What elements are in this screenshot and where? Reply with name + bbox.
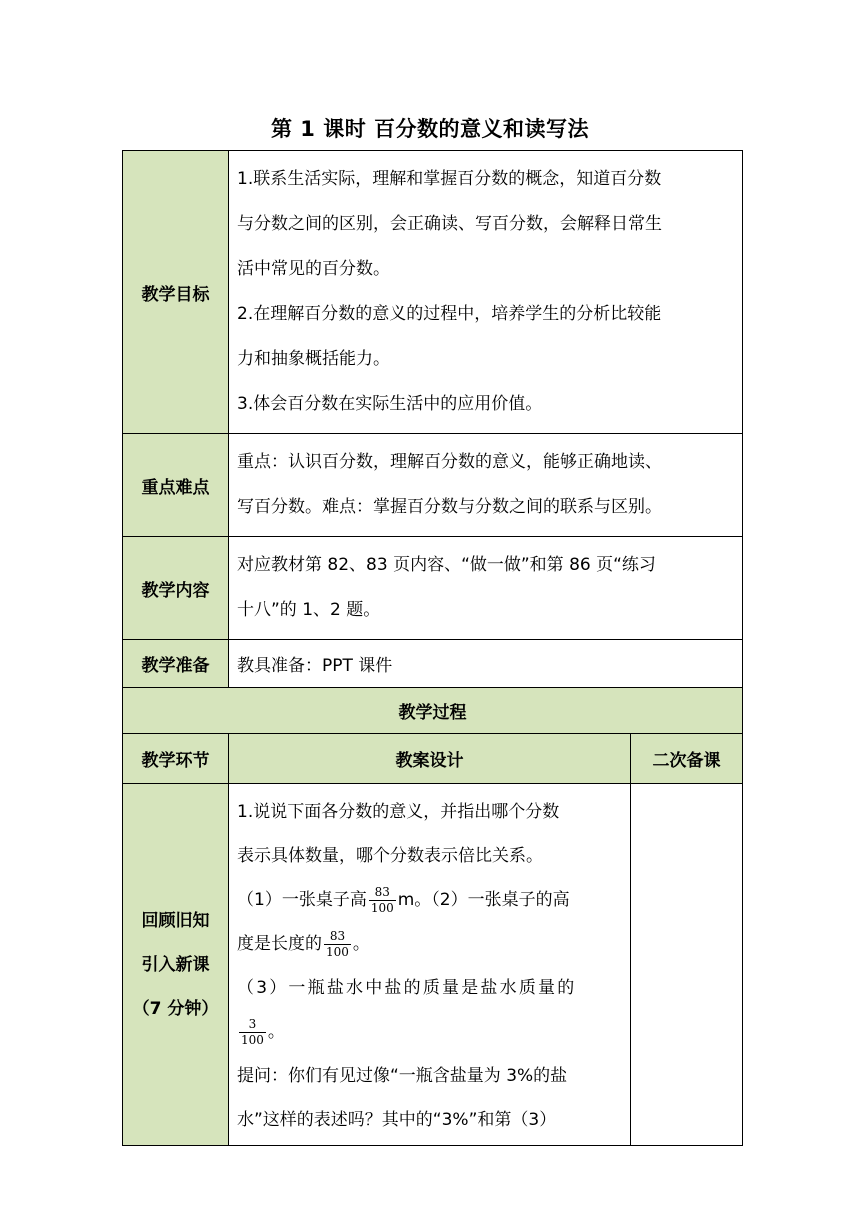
content-label: 教学内容	[123, 537, 229, 640]
q1-prefix: （1）一张桌子高	[237, 890, 367, 910]
q3-suffix: 。	[267, 1022, 285, 1042]
goals-line: 活中常见的百分数。	[237, 259, 390, 279]
q1-suffix: m。（2）一张桌子的高	[397, 890, 570, 910]
process-header-row	[123, 688, 743, 734]
lesson-plan-table	[122, 150, 743, 1146]
goals-line: 3.体会百分数在实际生活中的应用价值。	[237, 394, 543, 414]
key-points-row	[123, 434, 743, 537]
goals-line: 力和抽象概括能力。	[237, 349, 390, 369]
key-points-line: 写百分数。难点：掌握百分数与分数之间的联系与区别。	[237, 497, 662, 517]
stage-column-header: 教学环节	[123, 734, 229, 784]
stage1-q2-line	[237, 922, 624, 966]
stage1-design	[229, 784, 631, 1146]
page-title: 第 1 课时 百分数的意义和读写法	[270, 117, 590, 141]
goals-line: 与分数之间的区别，会正确读、写百分数，会解释日常生	[237, 214, 662, 234]
stage1-q1-line	[237, 878, 624, 922]
design-column-header: 教案设计	[229, 734, 631, 784]
stage1-line: 水”这样的表述吗？其中的“3%”和第（3）	[237, 1110, 557, 1130]
key-points-content	[229, 434, 743, 537]
fraction-numerator: 3	[248, 1016, 257, 1031]
prep-text: 教具准备：PPT 课件	[229, 640, 743, 688]
fraction-numerator: 83	[374, 884, 390, 899]
stage1-label-line: 回顾旧知	[141, 910, 210, 931]
goals-line: 1.联系生活实际，理解和掌握百分数的概念，知道百分数	[237, 169, 662, 189]
fraction-numerator: 83	[329, 928, 346, 943]
stage1-line: 1.说说下面各分数的意义，并指出哪个分数	[237, 802, 560, 822]
fraction	[324, 929, 351, 960]
key-points-label: 重点难点	[123, 434, 229, 537]
fraction-denominator: 100	[326, 944, 349, 959]
notes-column-header: 二次备课	[631, 734, 743, 784]
q2-prefix: 度是长度的	[237, 934, 322, 954]
content-row	[123, 537, 743, 640]
fraction-denominator: 100	[370, 900, 394, 915]
stage1-line: 表示具体数量，哪个分数表示倍比关系。	[237, 846, 543, 866]
process-header: 教学过程	[123, 688, 743, 734]
goals-content	[229, 151, 743, 434]
goals-label: 教学目标	[123, 151, 229, 434]
prep-row	[123, 640, 743, 688]
stage1-q3-fraction-line	[237, 1010, 624, 1054]
content-line: 十八”的 1、2 题。	[237, 600, 381, 620]
stage1-label-line: （7 分钟）	[132, 998, 219, 1019]
prep-label: 教学准备	[123, 640, 229, 688]
stage1-q3-line: （3）一瓶盐水中盐的质量是盐水质量的	[237, 978, 577, 998]
content-line: 对应教材第 82、83 页内容、“做一做”和第 86 页“练习	[237, 555, 656, 575]
column-header-row	[123, 734, 743, 784]
fraction	[239, 1017, 266, 1048]
goals-line: 2.在理解百分数的意义的过程中，培养学生的分析比较能	[237, 304, 662, 324]
fraction-denominator: 100	[241, 1032, 264, 1047]
q2-suffix: 。	[352, 934, 370, 954]
fraction	[369, 885, 396, 916]
stage1-line: 提问：你们有见过像“一瓶含盐量为 3%的盐	[237, 1066, 568, 1086]
goals-row	[123, 151, 743, 434]
stage1-label-line: 引入新课	[141, 954, 210, 975]
content-text	[229, 537, 743, 640]
key-points-line: 重点：认识百分数，理解百分数的意义，能够正确地读、	[237, 452, 662, 472]
stage1-row	[123, 784, 743, 1146]
stage1-label	[123, 784, 229, 1146]
stage1-notes-cell	[631, 784, 743, 1146]
